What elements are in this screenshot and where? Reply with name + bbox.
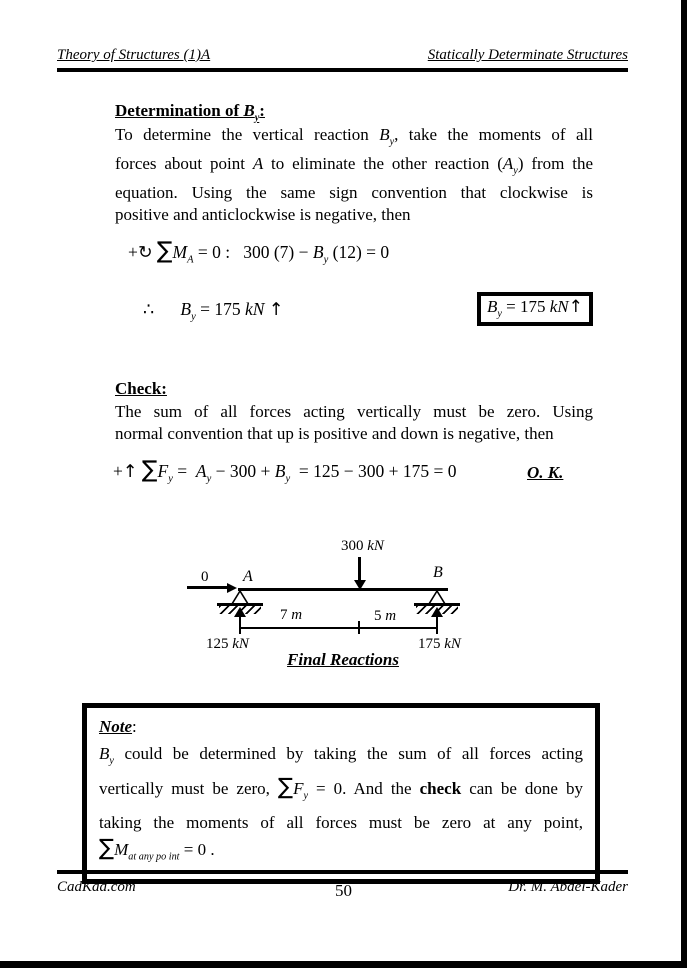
note-line: taking the moments of all forces must be zero at any point, [99,813,583,833]
load-label: 300 kN [341,538,384,554]
paragraph-line: equation. Using the same sign convention that clockwise is [115,183,593,203]
page-number: 50 [335,881,352,900]
point-a-label: A [243,568,253,585]
footer-site: CadKad.com [57,879,136,895]
paragraph-line: The sum of all forces acting vertically must be zero. Using [115,402,593,421]
point-b-label: B [433,564,443,581]
section-title-check: Check: [115,379,167,398]
footer-author: Dr. M. Abdel-Kader [508,879,628,895]
section-title-determination-by: Determination of $B_y$: [115,101,265,124]
dimension-label-7m: 7 m [280,607,303,623]
result-equation: ∴ $B_y = 175$ kN ↑ [143,299,284,323]
dimension-line [240,627,437,629]
reaction-arrow-right-shaft [436,615,438,634]
paragraph-line: forces about point A to eliminate the other reaction $(A_y)$ from the [115,154,594,177]
reaction-left-label: 125 kN [206,636,249,652]
determination-paragraph [115,124,593,225]
moment-equation: +↻ $\sum M_A = 0$ : 300 $(7) - B_y$ (12) = 0 [128,238,390,266]
zero-force-label: 0 [201,569,209,585]
paragraph-line: To determine the vertical reaction $B_y$, take the moments of all [115,125,593,148]
scan-edge-bottom [0,961,687,968]
boxed-answer: $B_y = 175$ kN↑ [477,292,593,326]
header-rule [57,68,628,72]
note-title: Note: [99,717,137,736]
note-line: $\sum M_{at any po int} = 0$ . [99,835,215,863]
note-box [82,703,600,884]
dimension-mid-tick [358,621,360,634]
horizontal-arrow-shaft [187,586,228,589]
scan-edge-right [681,0,687,968]
header-course-title: Theory of Structures (1)A [57,47,211,63]
note-line: $B_y$ could be determined by taking the sum of all forces acting [99,744,583,767]
note-line: vertically must be zero, $\sum F_y = 0$. And the check can be done by [99,773,583,802]
reaction-right-label: 175 kN [418,636,461,652]
dimension-label-5m: 5 m [374,608,397,624]
header-chapter-title: Statically Determinate Structures [427,47,628,63]
paragraph-line: positive and anticlockwise is negative, then [115,204,411,224]
ok-label: O. K. [527,463,564,482]
diagram-caption: Final Reactions [287,650,399,669]
check-paragraph [115,401,593,444]
beam-line [238,588,448,591]
check-equation: +↑ $\sum F_y = A_y - 300 + B_y = 125 - 300 + 175 = 0$ [113,457,457,485]
footer-rule [57,870,628,874]
paragraph-line: normal convention that up is positive and down is negative, then [115,423,554,443]
reaction-arrow-left-shaft [239,615,241,634]
